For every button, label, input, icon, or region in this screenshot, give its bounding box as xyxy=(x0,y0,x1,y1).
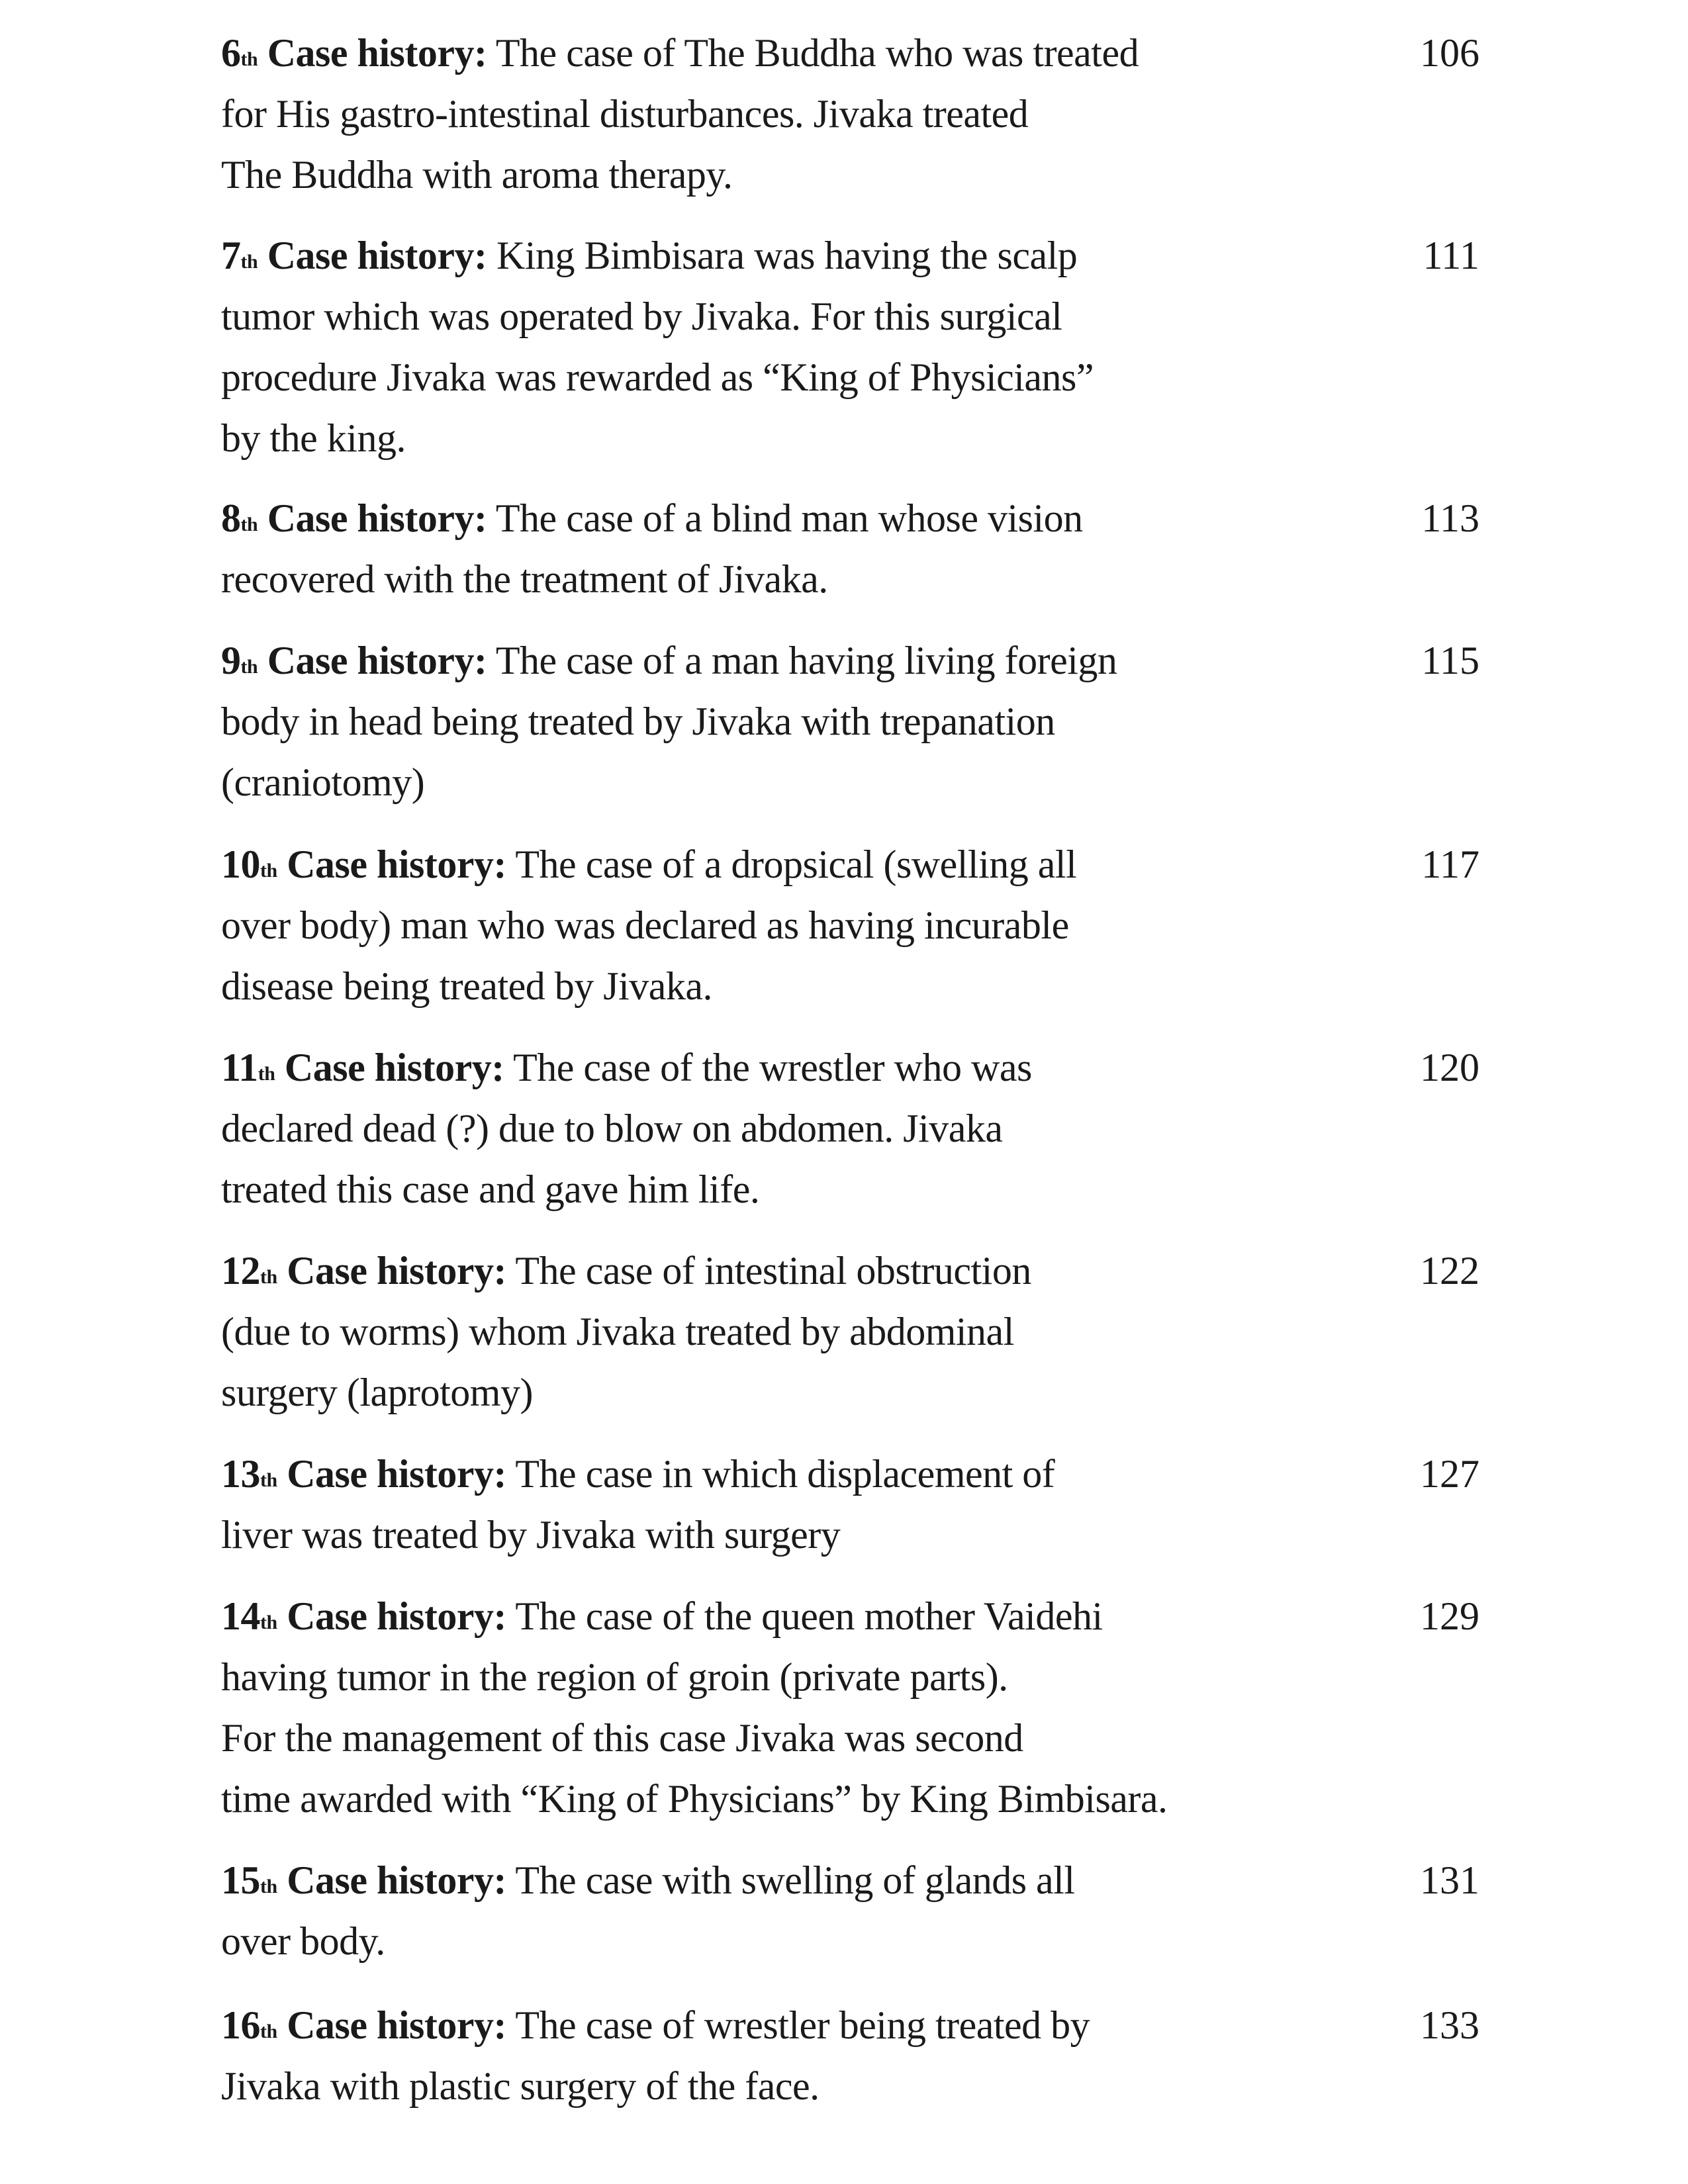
entry-text: (craniotomy) xyxy=(221,760,425,804)
ordinal-suffix: th xyxy=(260,2021,277,2042)
entry-line xyxy=(221,408,1346,469)
page-number: 111 xyxy=(1423,234,1479,277)
entry-line xyxy=(221,347,1346,408)
entry-line xyxy=(221,1647,1346,1707)
case-number-value: 11 xyxy=(221,1046,258,1089)
entry-text: King Bimbisara was having the scalp xyxy=(496,234,1078,277)
entry-line xyxy=(221,834,1346,895)
case-number xyxy=(221,1452,277,1496)
case-label: Case history: xyxy=(267,234,487,277)
entry-text: having tumor in the region of groin (private parts). xyxy=(221,1655,1008,1699)
entry-text: declared dead (?) due to blow on abdomen. Jivaka xyxy=(221,1107,1003,1150)
entry-line xyxy=(221,23,1346,83)
toc-entry xyxy=(221,834,1346,1017)
entry-text: over body) man who was declared as having incurable xyxy=(221,903,1069,947)
entry-text: surgery (laprotomy) xyxy=(221,1371,533,1414)
entry-text: The case of a blind man whose vision xyxy=(495,496,1083,540)
ordinal-suffix: th xyxy=(240,514,258,535)
case-number xyxy=(221,2003,277,2047)
toc-entry xyxy=(221,225,1346,469)
ordinal-suffix: th xyxy=(240,251,258,273)
entry-line xyxy=(221,83,1346,144)
toc-entry xyxy=(221,1443,1346,1565)
ordinal-suffix: th xyxy=(260,1266,277,1288)
entry-text: The case of a dropsical (swelling all xyxy=(515,842,1077,886)
entry-text: Jivaka with plastic surgery of the face. xyxy=(221,2064,820,2108)
entry-line xyxy=(221,488,1346,549)
entry-line xyxy=(221,956,1346,1017)
case-label: Case history: xyxy=(287,2003,506,2047)
page-number: 122 xyxy=(1420,1249,1479,1293)
case-number xyxy=(221,842,277,886)
entry-line xyxy=(221,1586,1346,1647)
entry-text: procedure Jivaka was rewarded as “King of Physicians” xyxy=(221,355,1094,399)
entry-line xyxy=(221,144,1346,205)
toc-entry xyxy=(221,23,1346,205)
ordinal-suffix: th xyxy=(240,48,258,70)
entry-line xyxy=(221,225,1346,286)
entry-text: The case of wrestler being treated by xyxy=(515,2003,1090,2047)
case-number xyxy=(221,1594,277,1638)
page-number: 115 xyxy=(1421,639,1479,682)
entry-text: tumor which was operated by Jivaka. For this surgical xyxy=(221,295,1062,338)
case-number-value: 7 xyxy=(221,234,241,277)
case-label: Case history: xyxy=(287,1249,506,1293)
entry-text: disease being treated by Jivaka. xyxy=(221,964,713,1008)
entry-line xyxy=(221,1504,1346,1565)
entry-text: recovered with the treatment of Jivaka. xyxy=(221,557,828,601)
page-number: 133 xyxy=(1420,2003,1479,2047)
entry-line xyxy=(221,1362,1346,1423)
case-number xyxy=(221,496,258,540)
page-number: 131 xyxy=(1420,1858,1479,1902)
entry-line xyxy=(221,752,1346,813)
entry-text: (due to worms) whom Jivaka treated by abdominal xyxy=(221,1310,1014,1353)
case-number-value: 15 xyxy=(221,1858,260,1902)
case-label: Case history: xyxy=(287,1452,506,1496)
case-number-value: 8 xyxy=(221,496,241,540)
ordinal-suffix: th xyxy=(260,1612,277,1633)
case-number xyxy=(221,31,258,75)
toc-entry xyxy=(221,1586,1346,1829)
entry-text: The case of the queen mother Vaidehi xyxy=(515,1594,1103,1638)
entry-line xyxy=(221,1037,1346,1098)
entry-text: The case of the wrestler who was xyxy=(513,1046,1032,1089)
entry-text: time awarded with “King of Physicians” by King Bimbisara. xyxy=(221,1777,1168,1821)
entry-text: The case in which displacement of xyxy=(515,1452,1055,1496)
toc-entry xyxy=(221,1995,1346,2116)
ordinal-suffix: th xyxy=(260,860,277,882)
entry-line xyxy=(221,1443,1346,1504)
toc-entry xyxy=(221,1240,1346,1423)
entry-line xyxy=(221,1240,1346,1301)
entry-text: The case with swelling of glands all xyxy=(515,1858,1075,1902)
case-label: Case history: xyxy=(287,842,506,886)
entry-line xyxy=(221,2056,1346,2116)
entry-text: over body. xyxy=(221,1919,385,1963)
page-number: 129 xyxy=(1420,1594,1479,1638)
entry-line xyxy=(221,1911,1346,1972)
case-number-value: 10 xyxy=(221,842,260,886)
entry-line xyxy=(221,1768,1346,1829)
entry-line xyxy=(221,1707,1346,1768)
entry-text: for His gastro-intestinal disturbances. Jivaka treated xyxy=(221,92,1029,136)
ordinal-suffix: th xyxy=(260,1876,277,1897)
toc-entry xyxy=(221,630,1346,813)
entry-line xyxy=(221,1995,1346,2056)
case-label: Case history: xyxy=(287,1594,506,1638)
case-number-value: 13 xyxy=(221,1452,260,1496)
toc-entry xyxy=(221,488,1346,610)
entry-text: treated this case and gave him life. xyxy=(221,1167,760,1211)
case-number-value: 9 xyxy=(221,639,241,682)
case-label: Case history: xyxy=(267,496,487,540)
entry-line xyxy=(221,1850,1346,1911)
entry-text: The case of a man having living foreign xyxy=(495,639,1117,682)
case-number-value: 6 xyxy=(221,31,241,75)
page-number: 106 xyxy=(1420,31,1479,75)
page-number: 120 xyxy=(1420,1046,1479,1089)
entry-line xyxy=(221,1098,1346,1159)
case-number-value: 14 xyxy=(221,1594,260,1638)
case-label: Case history: xyxy=(267,31,487,75)
page-number: 113 xyxy=(1421,496,1479,540)
ordinal-suffix: th xyxy=(258,1063,275,1085)
entry-line xyxy=(221,895,1346,956)
ordinal-suffix: th xyxy=(260,1469,277,1491)
entry-line xyxy=(221,630,1346,691)
page-number: 127 xyxy=(1420,1452,1479,1496)
entry-text: The case of The Buddha who was treated xyxy=(495,31,1139,75)
entry-line xyxy=(221,549,1346,610)
case-number-value: 16 xyxy=(221,2003,260,2047)
case-label: Case history: xyxy=(287,1858,506,1902)
entry-line xyxy=(221,286,1346,347)
case-label: Case history: xyxy=(267,639,487,682)
case-label: Case history: xyxy=(284,1046,504,1089)
entry-line xyxy=(221,1159,1346,1220)
page-number: 117 xyxy=(1421,842,1479,886)
entry-text: For the management of this case Jivaka was second xyxy=(221,1716,1023,1760)
case-number xyxy=(221,1046,275,1089)
case-number xyxy=(221,1249,277,1293)
entry-text: The case of intestinal obstruction xyxy=(515,1249,1031,1293)
case-number-value: 12 xyxy=(221,1249,260,1293)
entry-text: liver was treated by Jivaka with surgery xyxy=(221,1513,841,1557)
entry-text: body in head being treated by Jivaka with trepanation xyxy=(221,700,1055,743)
ordinal-suffix: th xyxy=(240,656,258,678)
case-number xyxy=(221,1858,277,1902)
case-number xyxy=(221,639,258,682)
toc-entry xyxy=(221,1850,1346,1972)
entry-text: by the king. xyxy=(221,416,406,460)
toc-entry xyxy=(221,1037,1346,1220)
entry-line xyxy=(221,1301,1346,1362)
case-number xyxy=(221,234,258,277)
entry-text: The Buddha with aroma therapy. xyxy=(221,153,733,197)
entry-line xyxy=(221,691,1346,752)
